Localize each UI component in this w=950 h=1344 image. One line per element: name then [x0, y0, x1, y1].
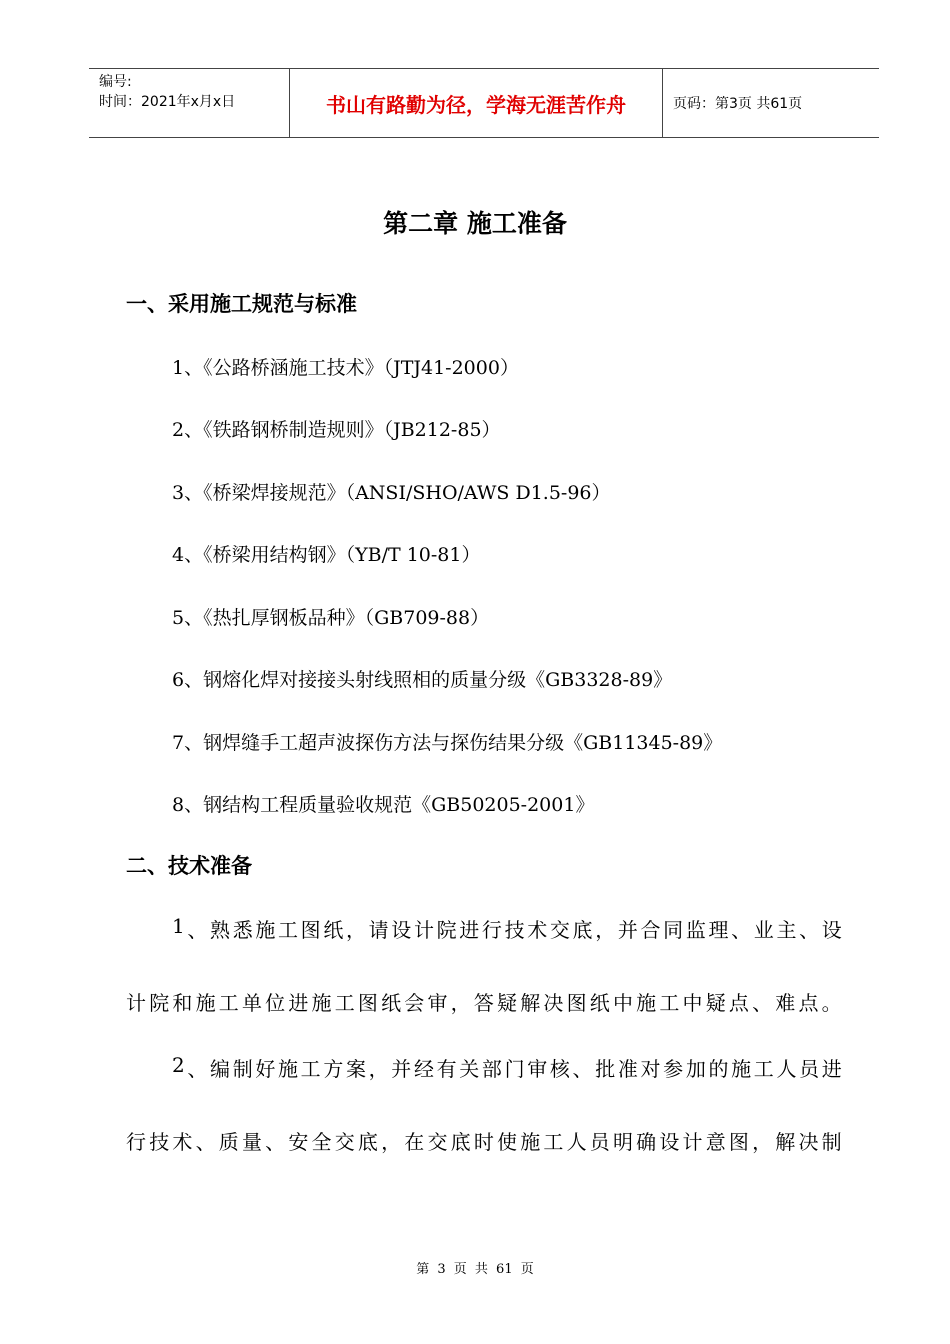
standard-item: 2、《铁路钢桥制造规则》（JB212-85）: [172, 419, 501, 441]
paragraph-line: 计 院 和 施 工 单 位 进 施 工 图 纸 会 审 ， 答 疑 解 决 图 纸 中 施 工 中 疑 点 、 难 点 。: [126, 991, 842, 1015]
standard-item: 5、《热扎厚钢板品种》（GB709-88）: [172, 607, 490, 629]
paragraph-line: 行 技 术 、 质 量 、 安 全 交 底 ， 在 交 底 时 使 施 工 人 员 明 确 设 计 意 图 ， 解 决 制: [126, 1130, 842, 1154]
header-page-label: 页码：第3页 共61页: [673, 96, 803, 112]
standard-item: 6、钢熔化焊对接接头射线照相的质量分级《GB3328-89》: [172, 669, 673, 691]
standard-item: 1、《公路桥涵施工技术》（JTJ41-2000）: [172, 357, 519, 379]
section-heading-tech-prep: 二、技术准备: [126, 854, 252, 878]
standard-item: 4、《桥梁用结构钢》（YB/T 10-81）: [172, 544, 481, 566]
section-heading-standards: 一、采用施工规范与标准: [126, 292, 357, 316]
page-footer: 第 3 页 共 61 页: [416, 1262, 534, 1277]
page-header: [89, 68, 879, 138]
paragraph-line: 2 、 编 制 好 施 工 方 案 ， 并 经 有 关 部 门 审 核 、 批 准 对 参 加 的 施 工 人 员 进: [172, 1053, 842, 1081]
time-label: 时间：2021年x月x日: [99, 94, 236, 110]
header-meta: [89, 69, 290, 137]
standard-item: 8、钢结构工程质量验收规范《GB50205-2001》: [172, 794, 595, 816]
standard-item: 7、钢焊缝手工超声波探伤方法与探伤结果分级《GB11345-89》: [172, 732, 723, 754]
paragraph-line: 1 、 熟 悉 施 工 图 纸 ， 请 设 计 院 进 行 技 术 交 底 ， 并 合 同 监 理 、 业 主 、 设: [172, 914, 842, 942]
chapter-title: 第二章 施工准备: [383, 209, 567, 238]
standard-item: 3、《桥梁焊接规范》（ANSI/SHO/AWS D1.5-96）: [172, 482, 611, 504]
header-motto: 书山有路勤为径，学海无涯苦作舟: [290, 69, 663, 137]
number-label: 编号:: [99, 74, 132, 90]
